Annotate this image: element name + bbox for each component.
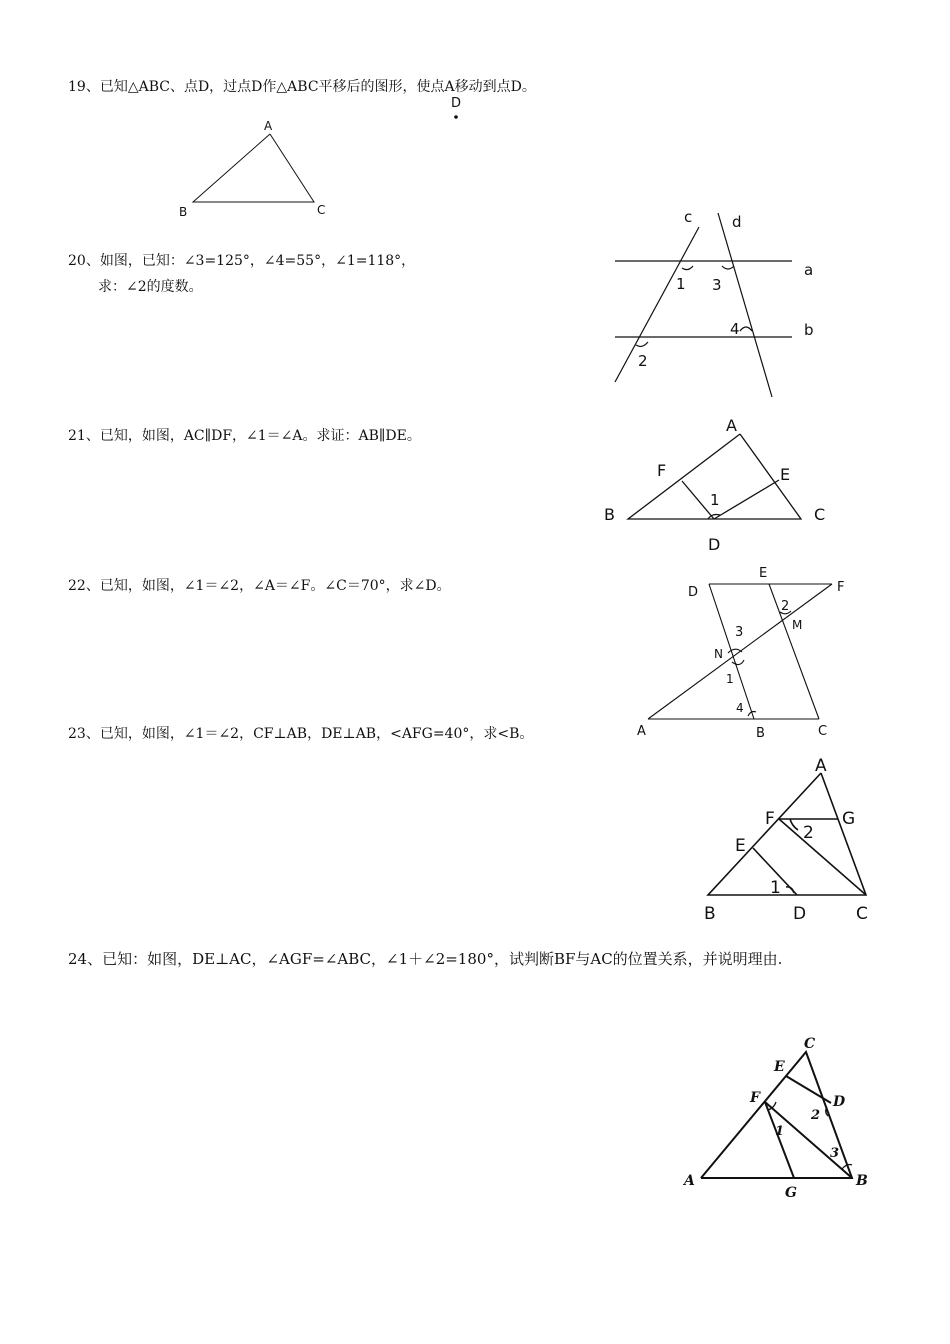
label-e: E [780,465,791,484]
label-g: G [842,809,856,829]
label-d: D [688,585,699,600]
label-e: E [759,566,768,581]
angle-3: 3 [712,276,722,294]
question-23: 23、已知，如图，∠1＝∠2，CF⊥AB，DE⊥AB，<AFG=40°，求<B。 [68,726,534,742]
label-f: F [657,461,667,480]
label-b: B [179,205,188,219]
label-b: B [704,904,716,924]
angle-2: 2 [638,352,648,370]
segment-ed [786,1076,831,1103]
label-d: D [833,1094,846,1110]
label-f: F [765,809,775,829]
question-20-line2: 求：∠2的度数。 [98,279,203,295]
label-d: D [708,535,721,554]
question-22: 22、已知，如图，∠1＝∠2，∠A＝∠F。∠C＝70°，求∠D。 [68,578,451,594]
label-d: D [793,904,807,924]
angle-1: 1 [726,672,734,686]
label-d: d [732,213,742,231]
question-24: 24、已知：如图，DE⊥AC，∠AGF=∠ABC，∠1＋∠2=180°，试判断BF与AC的位置关系，并说明理由. [68,950,783,968]
question-20-line1: 20、如图，已知：∠3=125°，∠4=55°，∠1=118°， [68,253,416,269]
angle-4: 4 [730,320,740,338]
label-c: c [684,208,693,226]
label-a: A [637,724,646,739]
angle-1: 1 [770,878,781,898]
label-a: A [815,756,827,776]
angle-1: 1 [775,1124,785,1139]
angle-3: 3 [830,1146,840,1161]
label-a: A [684,1173,695,1189]
label-e: E [735,836,746,856]
angle-4: 4 [736,701,744,715]
label-c: C [317,203,326,217]
angle-1: 1 [676,275,686,293]
label-d: D [451,96,462,111]
label-a: a [804,261,814,279]
question-21: 21、已知，如图，AC∥DF，∠1＝∠A。求证：AB∥DE。 [68,428,421,444]
label-f: F [750,1090,760,1106]
angle-2: 2 [803,823,814,843]
label-a: A [264,119,273,133]
angle-1: 1 [710,491,720,509]
label-f: F [837,580,845,595]
question-19: 19、已知△ABC、点D，过点D作△ABC平移后的图形，使点A移动到点D。 [68,79,536,95]
label-b: b [804,321,814,339]
label-c: C [818,724,828,739]
label-b: B [756,726,765,741]
label-g: G [785,1185,797,1201]
label-c: C [804,1036,816,1052]
label-c: C [814,505,826,524]
label-c: C [856,904,868,924]
label-b: B [604,505,615,524]
angle-2: 2 [781,599,790,614]
label-a: A [726,416,737,435]
label-b: B [856,1173,868,1189]
label-e: E [774,1059,785,1075]
angle-2: 2 [811,1108,821,1123]
label-m: M [792,618,803,632]
label-n: N [714,647,723,661]
angle-3: 3 [735,625,744,640]
